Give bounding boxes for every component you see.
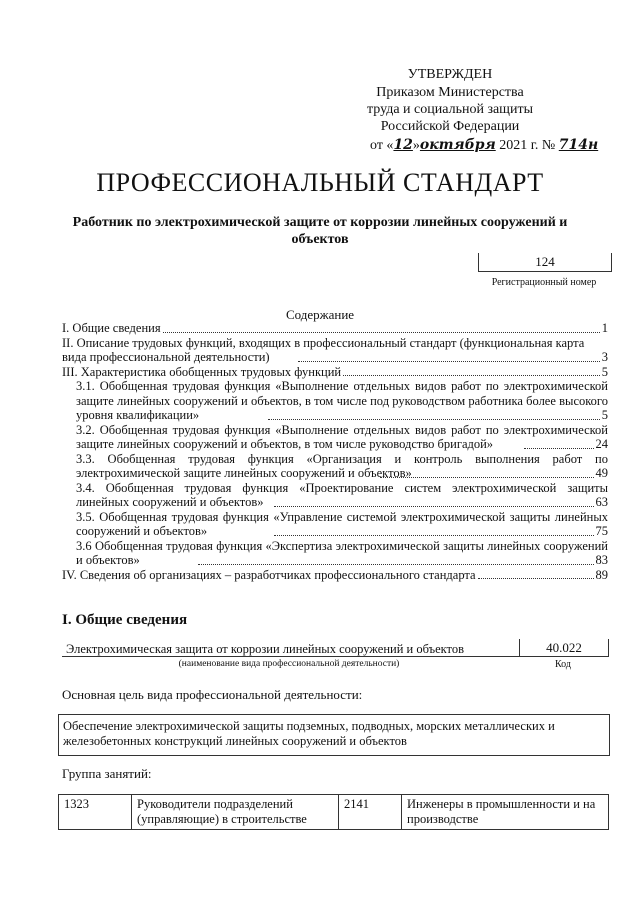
toc-item[interactable]: III. Характеристика обобщенных трудовых функций 5 — [62, 364, 608, 379]
registration-number: 124 — [478, 253, 612, 272]
table-row — [59, 795, 609, 830]
group-code-cell: 2141 — [339, 795, 402, 830]
toc-item[interactable]: 3.1. Обобщенная трудовая функция «Выполнение отдельных видов работ по электрохимической защите линейных сооружений и объектов, в том числе под руководством работника более высокого уровня квалификации» 5 — [76, 379, 608, 422]
goal-field: Обеспечение электрохимической защиты подземных, подводных, морских металлических и железобетонных конструкций линейных сооружений и объектов — [58, 714, 610, 756]
toc-item[interactable]: 3.2. Обобщенная трудовая функция «Выполнение отдельных видов работ по электрохимической защите линейных сооружений и объектов, в том числе руководство бригадой» 24 — [76, 422, 608, 451]
order-number: 714н — [558, 137, 599, 153]
approval-line-4: Российской Федерации — [380, 119, 520, 134]
activity-code-field: 40.022 — [519, 639, 609, 657]
order-prefix: от « — [370, 138, 394, 153]
group-name-cell: Инженеры в промышленности и на производстве — [402, 795, 609, 830]
activity-kind-caption: (наименование вида профессиональной деятельности) — [178, 659, 400, 669]
section-title: I. Общие сведения — [62, 612, 188, 628]
occupation-group-table — [58, 794, 609, 830]
page-title: ПРОФЕССИОНАЛЬНЫЙ СТАНДАРТ — [96, 168, 544, 197]
approval-line-1: УТВЕРЖДЕН — [407, 67, 493, 82]
activity-kind-field: Электрохимическая защита от коррозии линейных сооружений и объектов — [62, 642, 520, 657]
order-year: 2021 г. № — [499, 138, 556, 153]
code-caption: Код — [555, 659, 571, 670]
group-label: Группа занятий: — [62, 766, 152, 781]
order-line — [370, 137, 598, 154]
toc-item[interactable]: II. Описание трудовых функций, входящих в профессиональный стандарт (функциональная карта вида профессиональной деятельности) 3 — [62, 335, 608, 364]
toc-item[interactable]: 3.4. Обобщенная трудовая функция «Проектирование систем электрохимической защиты линейных сооружений и объектов» 63 — [76, 480, 608, 509]
toc-item[interactable]: I. Общие сведения 1 — [62, 321, 608, 335]
approval-line-3: труда и социальной защиты — [367, 102, 533, 117]
order-month: октября — [419, 137, 496, 153]
standard-subtitle: Работник по электрохимической защите от коррозии линейных сооружений и объектов — [72, 215, 568, 247]
table-of-contents — [62, 321, 608, 582]
toc-item[interactable]: 3.3. Обобщенная трудовая функция «Организация и контроль выполнения работ по электрохимической защите линейных сооружений и объектов» 49 — [76, 451, 608, 480]
registration-label: Регистрационный номер — [491, 277, 597, 288]
group-code-cell: 1323 — [59, 795, 132, 830]
order-day: 12 — [393, 137, 413, 153]
toc-item[interactable]: 3.6 Обобщенная трудовая функция «Экспертиза электрохимической защиты линейных сооружений и объектов» 83 — [76, 538, 608, 567]
toc-title: Содержание — [285, 307, 355, 322]
order-mid: » — [412, 138, 420, 153]
group-name-cell: Руководители подразделений (управляющие) в строительстве — [132, 795, 339, 830]
approval-line-2: Приказом Министерства — [376, 85, 524, 100]
toc-item[interactable]: 3.5. Обобщенная трудовая функция «Управление системой электрохимической защиты линейных сооружений и объектов» 75 — [76, 509, 608, 538]
toc-item[interactable]: IV. Сведения об организациях – разработчиках профессионального стандарта 89 — [62, 567, 608, 582]
goal-label: Основная цель вида профессиональной деятельности: — [62, 687, 363, 702]
